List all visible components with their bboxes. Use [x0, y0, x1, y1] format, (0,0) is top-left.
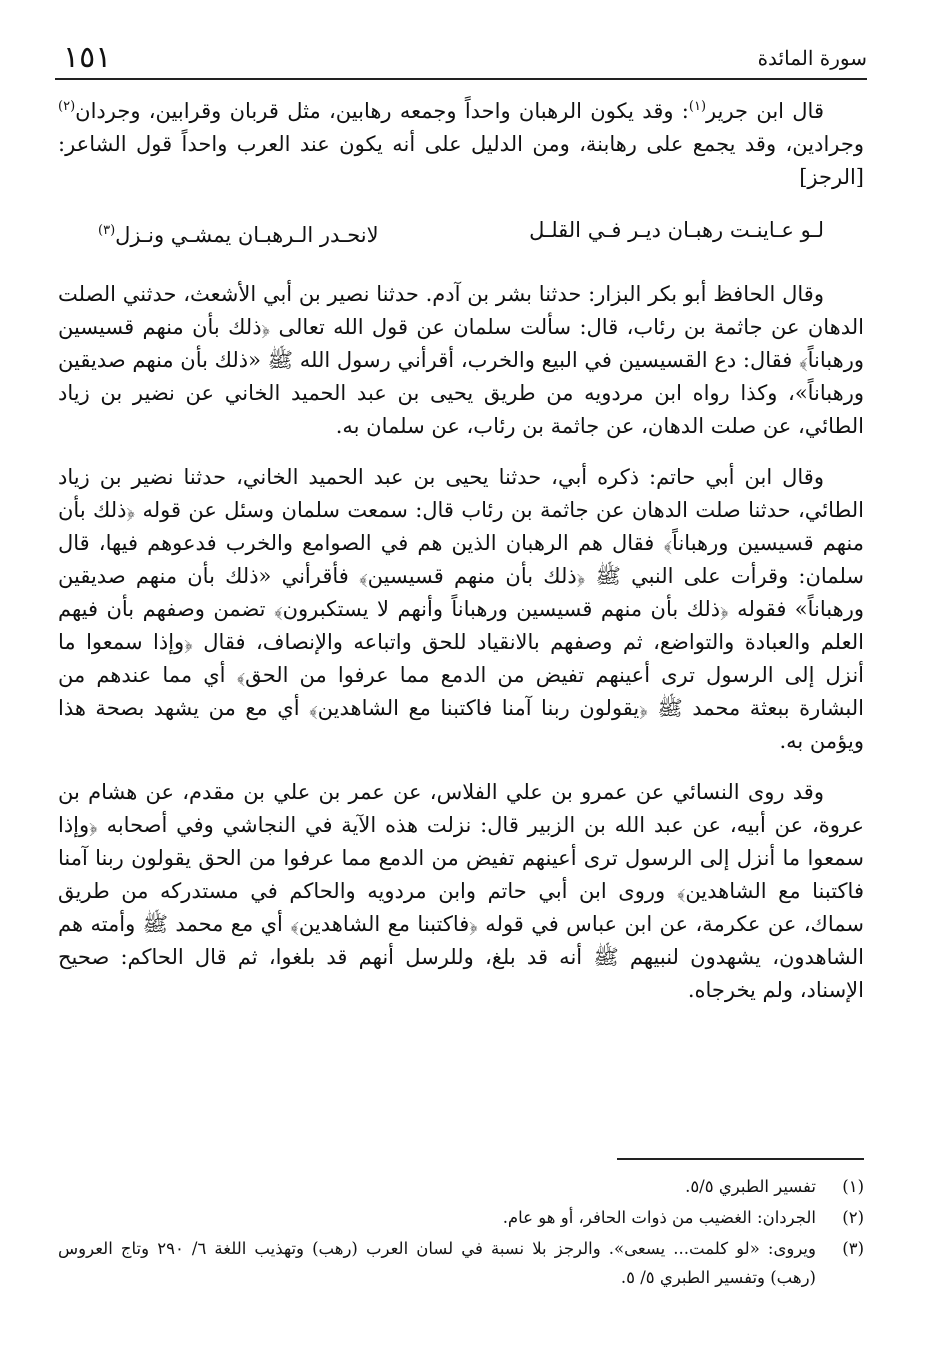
- footnote-item: [58, 1234, 864, 1292]
- footnote-ref-3[interactable]: (٣): [98, 223, 116, 238]
- footnote-item: [58, 1203, 864, 1232]
- footnote-divider: [617, 1158, 864, 1160]
- poetry-verse: [98, 214, 824, 252]
- footnote-number: (٣): [842, 1239, 864, 1258]
- verse-first-hemistich: لـو عـاينـت رهبـان ديـر فـي القلـل: [529, 218, 824, 242]
- verse-second-text: لانحـدر الـرهبـان يمشـي ونـزل: [115, 223, 379, 247]
- footnote-ref-1[interactable]: (١): [688, 99, 707, 114]
- paragraph-text: قال ابن جرير: [706, 99, 824, 123]
- paragraph-text: : وقد يكون الرهبان واحداً وجمعه رهابين، مثل قربان وقرابين، وجردان: [75, 99, 689, 123]
- footnote-text: الجردان: الغضيب من ذوات الحافر، أو هو عام.: [502, 1208, 816, 1227]
- footnote-number: (١): [842, 1177, 864, 1196]
- verse-second-hemistich: [98, 214, 379, 252]
- paragraph-nasai: وقد روى النسائي عن عمرو بن علي الفلاس، عن عمر بن علي بن مقدم، عن هشام بن عروة، عن أبيه، عن عبد الله بن الزبير قال: نزلت هذه الآية في النجاشي وفي أصحابه ﴿وإذا سمعوا ما أنزل إلى الرسول ترى أعينهم تفيض من الدمع مما عرفوا من الحق يقولون ربنا آمنا فاكتبنا مع الشاهدين﴾ وروى ابن أبي حاتم وابن مردويه والحاكم في مستدركه من طريق سماك، عن عكرمة، عن ابن عباس في قوله ﴿فاكتبنا مع الشاهدين﴾ أي مع محمد ﷺ وأمته هم الشاهدون، يشهدون لنبيهم ﷺ أنه قد بلغ، وللرسل أنهم قد بلغوا، ثم قال الحاكم: صحيح الإسناد، ولم يخرجاه.: [58, 780, 864, 1002]
- page-header: [55, 38, 867, 80]
- running-head: سورة المائدة: [757, 46, 867, 70]
- paragraph-bazzar: وقال الحافظ أبو بكر البزار: حدثنا بشر بن آدم. حدثنا نصير بن أبي الأشعث، حدثني الصلت الدهان عن جاثمة بن رئاب، قال: سألت سلمان عن قول الله تعالى ﴿ذلك بأن منهم قسيسين ورهباناً﴾ فقال: دع القسيسين في البيع والخرب، أقرأني رسول الله ﷺ «ذلك بأن منهم صديقين ورهباناً»، وكذا رواه ابن مردويه من طريق يحيى بن عبد الحميد الخاني عن نضير بن زياد الطائي، عن صلت الدهان، عن جاثمة بن رئاب، عن سلمان به.: [58, 282, 864, 438]
- footnote-text: ويروى: «لو كلمت... يسعى». والرجز بلا نسبة في لسان العرب (رهب) وتهذيب اللغة ٦/ ٢٩٠ وتاج العروس (رهب) وتفسير الطبري ٥/ ٥.: [58, 1239, 816, 1287]
- footnote-text: تفسير الطبري ٥/٥.: [685, 1177, 816, 1196]
- paragraph-ibn-jarir: [58, 90, 864, 194]
- footnote-item: [58, 1172, 864, 1201]
- footnotes: [58, 1172, 864, 1294]
- main-text: [58, 90, 864, 1025]
- paragraph-ibn-abi-hatim: وقال ابن أبي حاتم: ذكره أبي، حدثنا يحيى بن عبد الحميد الخاني، حدثنا نضير بن زياد الطائي، حدثنا صلت الدهان عن جاثمة بن رئاب قال: سمعت سلمان وسئل عن قوله ﴿ذلك بأن منهم قسيسين ورهباناً﴾ فقال هم الرهبان الذين هم في الصوامع والخرب فدعوهم فيها، قال سلمان: وقرأت على النبي ﷺ ﴿ذلك بأن منهم قسيسين﴾ فأقرأني «ذلك بأن منهم صديقين ورهباناً» فقوله ﴿ذلك بأن منهم قسيسين ورهباناً وأنهم لا يستكبرون﴾ تضمن وصفهم بأن فيهم العلم والعبادة والتواضع، ثم وصفهم بالانقياد للحق واتباعه والإنصاف، فقال ﴿وإذا سمعوا ما أنزل إلى الرسول ترى أعينهم تفيض من الدمع مما عرفوا من الحق﴾ أي مما عندهم من البشارة ببعثة محمد ﷺ ﴿يقولون ربنا آمنا فاكتبنا مع الشاهدين﴾ أي مع من يشهد بصحة هذا ويؤمن به.: [58, 465, 864, 753]
- footnote-ref-2[interactable]: (٢): [58, 99, 76, 114]
- footnote-number: (٢): [842, 1208, 864, 1227]
- page-number: ١٥١: [63, 40, 112, 75]
- paragraph-text: وجرادين، وقد يجمع على رهابنة، ومن الدليل على أنه يكون عند العرب واحداً قول الشاعر: [الرجز]: [58, 132, 864, 189]
